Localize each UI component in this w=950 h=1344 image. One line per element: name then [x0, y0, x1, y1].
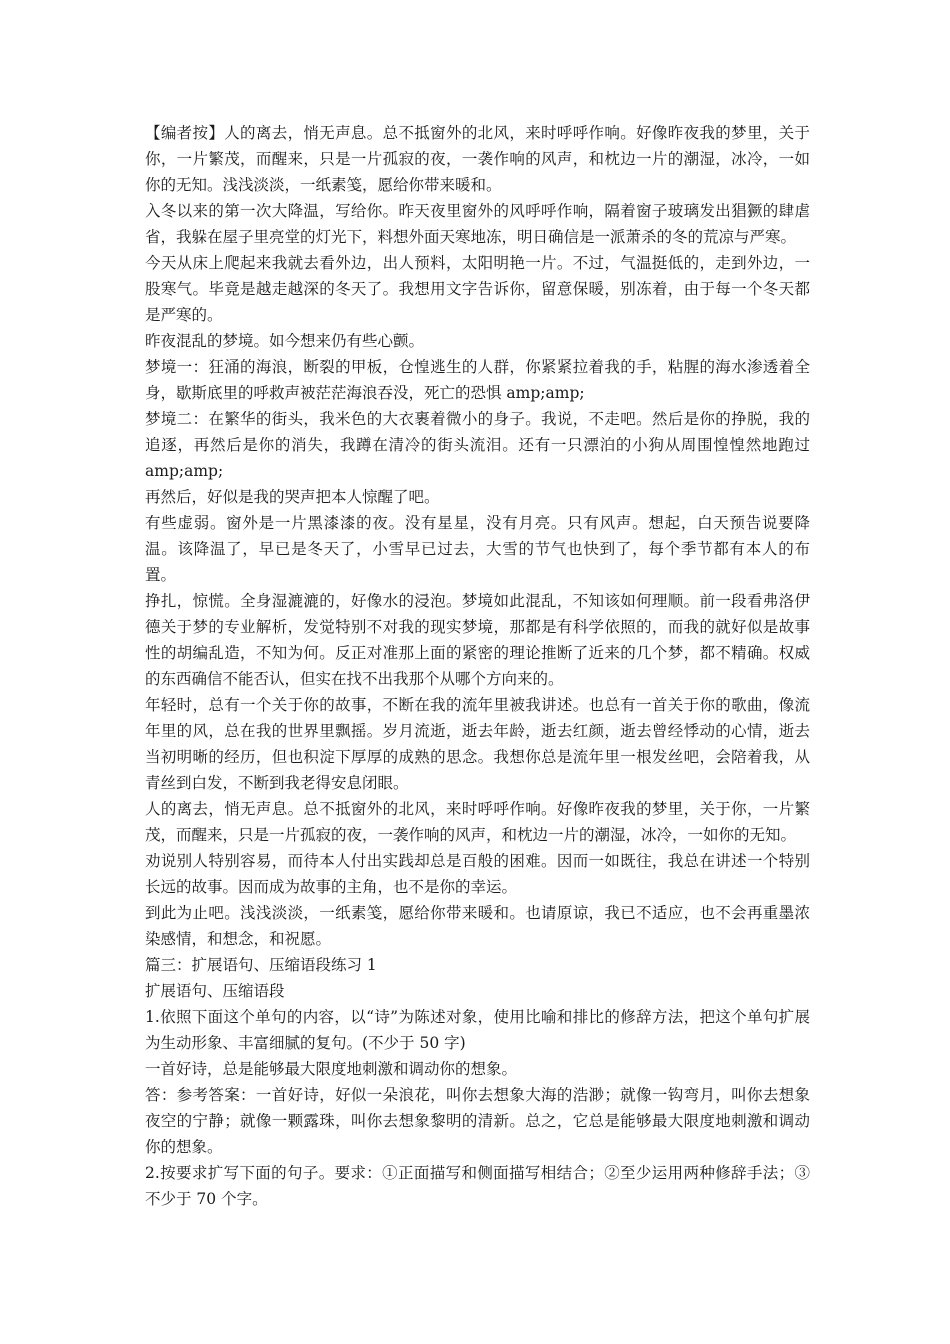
paragraph: 入冬以来的第一次大降温，写给你。昨天夜里窗外的风呼呼作响，隔着窗子玻璃发出猖獗的肆虐省，我躲在屋子里亮堂的灯光下，料想外面天寒地冻，明日确信是一派萧杀的冬的荒凉与严寒。	[145, 202, 810, 246]
section-heading: 篇三：扩展语句、压缩语段练习 1	[145, 956, 377, 974]
paragraph: 昨夜混乱的梦境。如今想来仍有些心颤。	[145, 332, 425, 350]
paragraph: 再然后，好似是我的哭声把本人惊醒了吧。	[145, 488, 440, 506]
paragraph: 劝说别人特别容易，而待本人付出实践却总是百般的困难。因而一如既往，我总在讲述一个特别长远的故事。因而成为故事的主角，也不是你的幸运。	[145, 852, 810, 896]
paragraph: 人的离去，悄无声息。总不抵窗外的北风，来时呼呼作响。好像昨夜我的梦里，关于你，一片繁茂，而醒来，只是一片孤寂的夜，一袭作响的风声，和枕边一片的潮湿，冰冷，一如你的无知。	[145, 800, 810, 844]
paragraph-editor-note: 【编者按】人的离去，悄无声息。总不抵窗外的北风，来时呼呼作响。好像昨夜我的梦里，关于你，一片繁茂，而醒来，只是一片孤寂的夜，一袭作响的风声，和枕边一片的潮湿，冰冷，一如你的无知。浅浅淡淡，一纸素笺，愿给你带来暖和。	[145, 124, 810, 194]
exercise-question: 1.依照下面这个单句的内容，以“诗”为陈述对象，使用比喻和排比的修辞方法，把这个单句扩展为生动形象、丰富细腻的复句。(不少于 50 字)	[145, 1008, 810, 1052]
exercise-answer: 答：参考答案：一首好诗，好似一朵浪花，叫你去想象大海的浩渺；就像一钩弯月，叫你去想象夜空的宁静；就像一颗露珠，叫你去想象黎明的清新。总之，它总是能够最大限度地刺激和调动你的想象。	[145, 1086, 810, 1156]
section-subheading: 扩展语句、压缩语段	[145, 982, 285, 1000]
document-body	[145, 120, 810, 1212]
exercise-sentence: 一首好诗，总是能够最大限度地刺激和调动你的想象。	[145, 1060, 518, 1078]
paragraph: 梦境一：狂涌的海浪，断裂的甲板，仓惶逃生的人群，你紧紧拉着我的手，粘腥的海水渗透着全身，歇斯底里的呼救声被茫茫海浪吞没，死亡的恐惧 amp;amp;	[145, 358, 810, 402]
paragraph: 年轻时，总有一个关于你的故事，不断在我的流年里被我讲述。也总有一首关于你的歌曲，像流年里的风，总在我的世界里飘摇。岁月流逝，逝去年龄，逝去红颜，逝去曾经悸动的心情，逝去当初明晰的经历，但也积淀下厚厚的成熟的思念。我想你总是流年里一根发丝吧，会陪着我，从青丝到白发，不断到我老得安息闭眼。	[145, 696, 810, 792]
paragraph: 挣扎，惊慌。全身湿漉漉的，好像水的浸泡。梦境如此混乱，不知该如何理顺。前一段看弗洛伊德关于梦的专业解析，发觉特别不对我的现实梦境，那都是有科学依照的，而我的就好似是故事性的胡编乱造，不知为何。反正对准那上面的紧密的理论推断了近来的几个梦，都不精确。权威的东西确信不能否认，但实在找不出我那个从哪个方向来的。	[145, 592, 810, 688]
paragraph: 有些虚弱。窗外是一片黑漆漆的夜。没有星星，没有月亮。只有风声。想起，白天预告说要降温。该降温了，早已是冬天了，小雪早已过去，大雪的节气也快到了，每个季节都有本人的布置。	[145, 514, 810, 584]
paragraph: 梦境二：在繁华的街头，我米色的大衣裹着微小的身子。我说，不走吧。然后是你的挣脱，我的追逐，再然后是你的消失，我蹲在清冷的街头流泪。还有一只漂泊的小狗从周围惶惶然地跑过 amp;amp;	[145, 410, 810, 480]
paragraph: 到此为止吧。浅浅淡淡，一纸素笺，愿给你带来暖和。也请原谅，我已不适应，也不会再重墨浓染感情，和想念，和祝愿。	[145, 904, 810, 948]
exercise-question: 2.按要求扩写下面的句子。要求：①正面描写和侧面描写相结合；②至少运用两种修辞手法；③不少于 70 个字。	[145, 1164, 810, 1208]
paragraph: 今天从床上爬起来我就去看外边，出人预料，太阳明艳一片。不过，气温挺低的，走到外边，一股寒气。毕竟是越走越深的冬天了。我想用文字告诉你，留意保暖，别冻着，由于每一个冬天都是严寒的。	[145, 254, 810, 324]
